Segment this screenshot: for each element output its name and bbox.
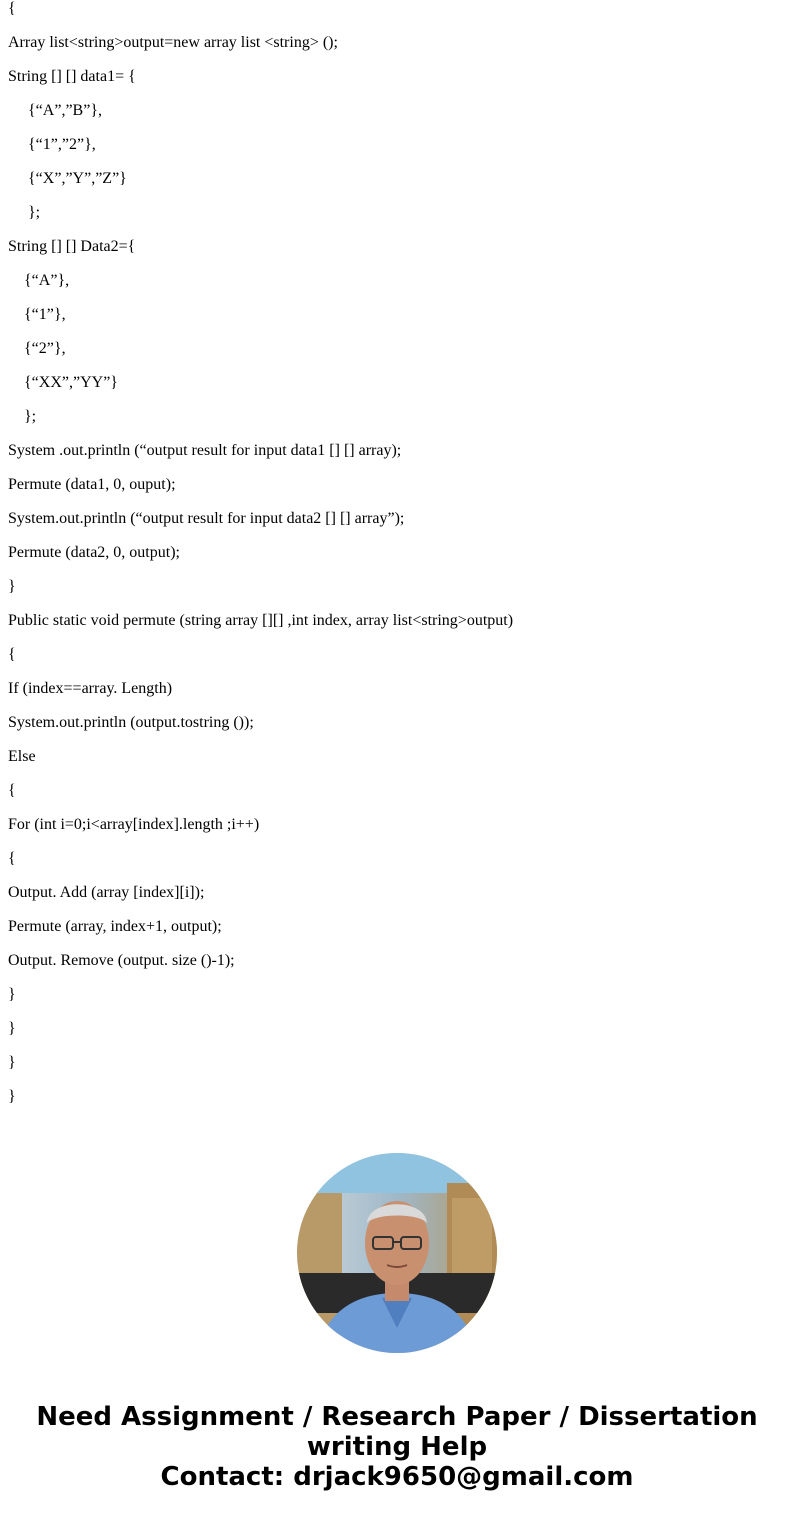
- code-line: {“A”},: [8, 272, 70, 289]
- code-line: {“X”,”Y”,”Z”}: [8, 170, 127, 187]
- code-line: System .out.println (“output result for input data1 [] [] array);: [8, 442, 402, 459]
- code-line: Permute (array, index+1, output);: [8, 918, 222, 935]
- footer-line-1: Need Assignment / Research Paper / Dissertation: [36, 1402, 758, 1432]
- code-line: {“XX”,”YY”}: [8, 374, 118, 391]
- code-line: Public static void permute (string array [][] ,int index, array list<string>output): [8, 612, 514, 629]
- author-avatar: [297, 1153, 497, 1353]
- code-line: }: [8, 986, 16, 1003]
- code-line: Output. Add (array [index][i]);: [8, 884, 205, 901]
- code-line: {: [8, 0, 16, 17]
- code-line: {: [8, 646, 16, 663]
- code-line: Permute (data1, 0, ouput);: [8, 476, 176, 493]
- code-line: }: [8, 578, 16, 595]
- code-line: For (int i=0;i<array[index].length ;i++): [8, 816, 260, 833]
- code-line: Permute (data2, 0, output);: [8, 544, 180, 561]
- code-line: };: [8, 204, 41, 221]
- code-line: Else: [8, 748, 36, 765]
- code-line: String [] [] data1= {: [8, 68, 136, 85]
- code-line: Output. Remove (output. size ()-1);: [8, 952, 235, 969]
- code-line: }: [8, 1054, 16, 1071]
- code-block: [8, 0, 788, 1114]
- code-line: {“1”},: [8, 306, 66, 323]
- code-line: Array list<string>output=new array list <string> ();: [8, 34, 338, 51]
- code-line: };: [8, 408, 37, 425]
- code-line: {: [8, 850, 16, 867]
- code-line: }: [8, 1088, 16, 1105]
- code-line: {“A”,”B”},: [8, 102, 102, 119]
- code-line: {: [8, 782, 16, 799]
- code-line: If (index==array. Length): [8, 680, 173, 697]
- code-line: System.out.println (output.tostring ());: [8, 714, 254, 731]
- code-line: {“2”},: [8, 340, 66, 357]
- author-photo-icon: [297, 1153, 497, 1353]
- code-line: }: [8, 1020, 16, 1037]
- contact-footer: [0, 1402, 794, 1492]
- footer-line-2: writing Help: [306, 1432, 488, 1462]
- code-line: System.out.println (“output result for input data2 [] [] array”);: [8, 510, 405, 527]
- code-line: {“1”,”2”},: [8, 136, 96, 153]
- footer-contact-line: Contact: drjack9650@gmail.com: [160, 1462, 634, 1492]
- code-line: String [] [] Data2={: [8, 238, 136, 255]
